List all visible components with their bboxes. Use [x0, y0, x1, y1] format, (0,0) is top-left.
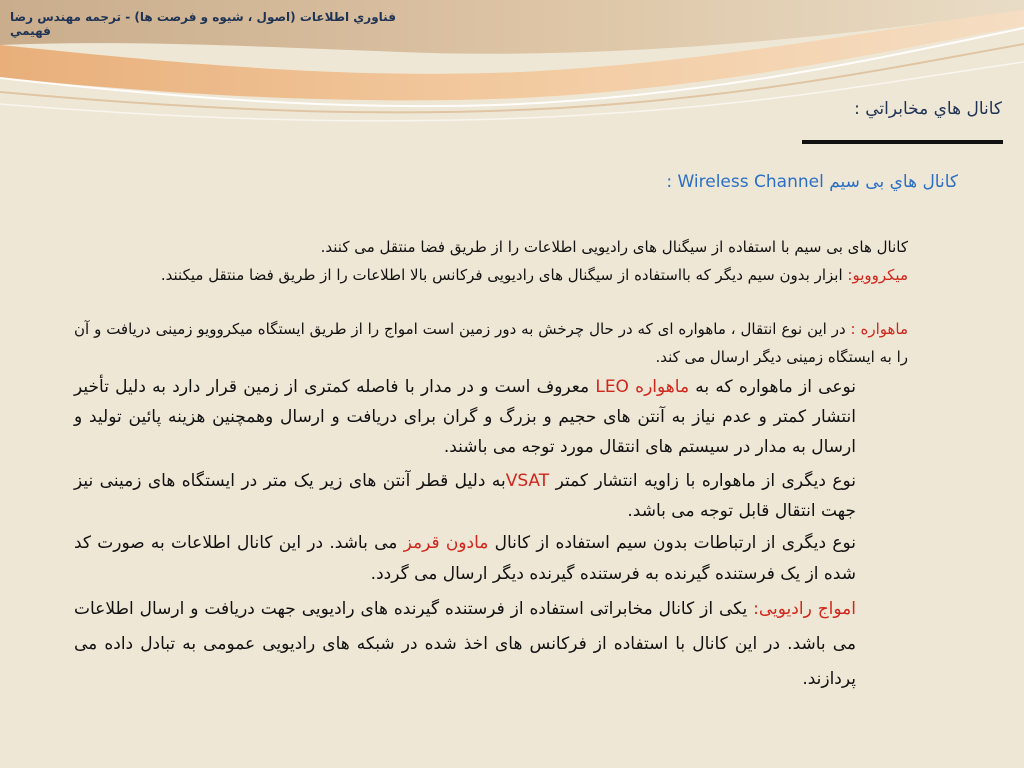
paragraph-infrared — [74, 528, 856, 590]
paragraph-text: به دلیل قطر آنتن های زیر یک متر در ایستگاه های زمینی نیز جهت انتقال قابل توجه می باشد. — [74, 471, 856, 521]
paragraph-text: یکی از کانال مخابراتی استفاده از فرستنده گیرنده های رادیویی جهت دریافت و ارسال اطلاعات می باشد. در این کانال با استفاده از فرکانس های اخذ شده در شبکه های رادیویی عمومی به تبادل داده می پردازند. — [74, 599, 856, 689]
header-title: فناوري اطلاعات (اصول ، شيوه و فرصت ها) - ترجمه مهندس رضا فهيمي — [10, 10, 396, 38]
paragraph-text: ابزار بدون سیم دیگر که بااستفاده از سیگنال های رادیویی فرکانس بالا اطلاعات را از طریق فضا منتقل میکنند. — [160, 266, 848, 284]
term-infrared: مادون قرمز — [403, 533, 489, 553]
term-radio-waves: امواج رادیویی: — [753, 599, 856, 619]
paragraph-text: نوعی از ماهواره که به — [689, 377, 856, 397]
paragraph-text: می باشد. در این کانال اطلاعات به صورت کد شده از یک فرستنده گیرنده به فرستنده گیرنده دیگر ارسال می گردد. — [74, 533, 856, 584]
paragraph-wireless-intro — [74, 234, 908, 260]
section-subtitle: كانال هاي بی سیم Wireless Channel : — [666, 172, 958, 192]
paragraph-satellite — [74, 315, 908, 371]
paragraph-text: نوع دیگری از ماهواره با زاویه انتشار کمتر — [549, 471, 856, 491]
paragraph-microwave — [74, 262, 908, 288]
term-satellite: ماهواره : — [850, 320, 909, 338]
title-underline — [802, 140, 1003, 144]
term-leo-satellite: ماهواره LEO — [595, 377, 690, 397]
paragraph-vsat — [74, 466, 856, 526]
paragraph-radio-waves — [74, 592, 856, 697]
paragraph-text: معروف است و در مدار با فاصله کمتری از زمین قرار دارد به دلیل تأخیر انتشار کمتر و عدم نیاز به آنتن های حجیم و بزرگ و گران برای دریافت و ارسال وهمچنین هزینه پائین تولید و ارسال به مدار در سیستم های انتقال مورد توجه می باشند. — [74, 377, 856, 457]
paragraph-text: کانال های بی سیم با استفاده از سیگنال های رادیویی اطلاعات را از طریق فضا منتقل می کنند. — [320, 238, 908, 256]
paragraph-text: در این نوع انتقال ، ماهواره ای که در حال چرخش به دور زمین است امواج را از طریق ایستگاه میکروویو زمینی دریافت و آن را به ایستگاه زمینی دیگر ارسال می کند. — [74, 320, 908, 366]
term-microwave: میکروویو: — [847, 266, 908, 284]
paragraph-leo-satellite — [74, 372, 856, 462]
slide-title: كانال هاي مخابراتي : — [854, 99, 1002, 119]
paragraph-text: نوع دیگری از ارتباطات بدون سیم استفاده از کانال — [488, 533, 856, 553]
term-vsat: VSAT — [505, 471, 550, 491]
